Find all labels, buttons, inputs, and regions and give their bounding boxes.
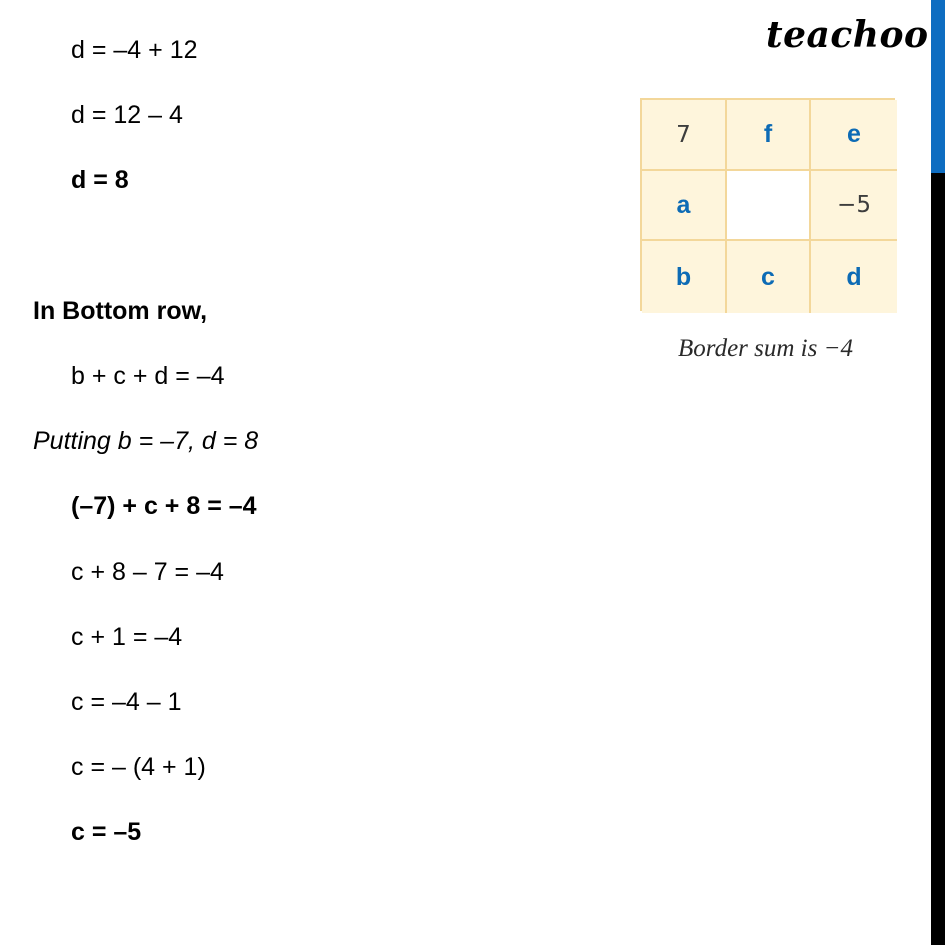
step-line: (–7) + c + 8 = –4 [71, 492, 257, 520]
step-result: c = –5 [71, 818, 142, 846]
section-heading: In Bottom row, [33, 297, 208, 325]
step-line: c = –4 – 1 [71, 688, 182, 716]
step-note: Putting b = –7, d = 8 [33, 427, 259, 455]
grid-cell-middle-right: −5 [811, 171, 897, 241]
grid-cell-bottom-left: b [642, 241, 727, 313]
grid-cell-bottom-right: d [811, 241, 897, 313]
step-line: c + 1 = –4 [71, 623, 183, 651]
slide-side-bar [931, 0, 945, 945]
grid-cell-top-middle: f [727, 100, 811, 171]
side-bar-accent [931, 0, 945, 173]
teachoo-logo: teachoo [766, 14, 929, 56]
step-line: c = – (4 + 1) [71, 753, 206, 781]
step-line: c + 8 – 7 = –4 [71, 558, 224, 586]
grid-cell-center-empty [727, 171, 811, 241]
grid-cell-middle-left: a [642, 171, 727, 241]
grid-cell-top-left: 7 [642, 100, 727, 171]
grid-cell-bottom-middle: c [727, 241, 811, 313]
figure-caption: Border sum is −4 [678, 335, 853, 362]
step-line: d = –4 + 12 [71, 36, 198, 64]
step-line: b + c + d = –4 [71, 362, 225, 390]
border-sum-grid [640, 98, 895, 311]
step-line: d = 12 – 4 [71, 101, 183, 129]
step-result: d = 8 [71, 166, 129, 194]
grid-cell-top-right: e [811, 100, 897, 171]
